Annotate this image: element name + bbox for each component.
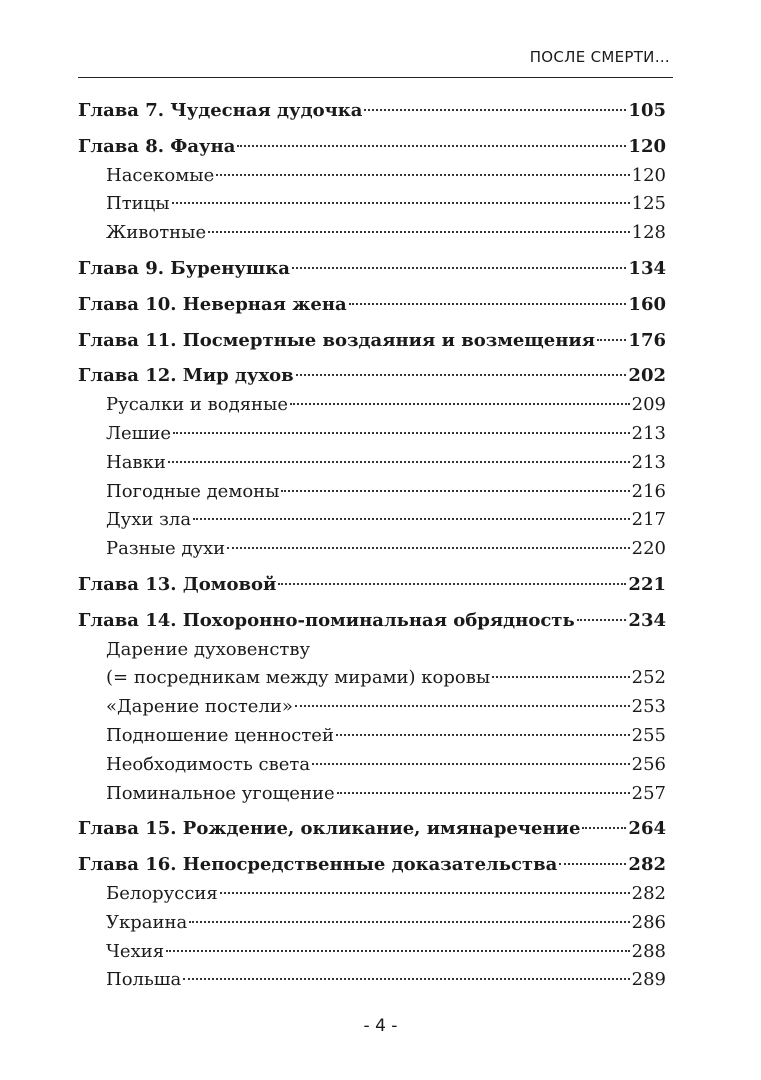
toc-chapter-9[interactable] — [78, 255, 666, 284]
table-of-contents — [78, 97, 666, 995]
dot-leader — [173, 432, 630, 434]
toc-section[interactable] — [78, 391, 666, 420]
toc-page-number: 120 — [628, 135, 666, 157]
toc-page-number: 213 — [631, 451, 666, 473]
toc-section-title: Погодные демоны — [106, 480, 280, 502]
toc-page-number: 221 — [628, 573, 666, 595]
dot-leader — [597, 339, 626, 341]
dot-leader — [216, 174, 629, 176]
toc-page-number: 134 — [628, 257, 666, 279]
dot-leader — [227, 547, 629, 549]
toc-chapter-title: Глава 7. Чудесная дудочка — [78, 100, 363, 121]
dot-leader — [193, 518, 630, 520]
toc-section-title: Чехия — [106, 940, 165, 962]
dot-leader — [312, 763, 630, 765]
header-rule — [78, 77, 673, 78]
dot-leader — [189, 921, 629, 923]
dot-leader — [290, 403, 630, 405]
toc-page-number: 252 — [631, 667, 666, 689]
toc-section[interactable] — [78, 420, 666, 449]
toc-section-title: (= посредникам между мирами) коровы — [106, 667, 491, 689]
toc-page-number: 160 — [628, 293, 666, 315]
toc-section-title: Подношение ценностей — [106, 724, 334, 746]
toc-section[interactable] — [78, 506, 666, 535]
toc-chapter-title: Глава 9. Буренушка — [78, 257, 290, 279]
toc-section-title: Духи зла — [106, 509, 192, 531]
toc-page-number: 282 — [631, 882, 666, 904]
toc-section[interactable] — [78, 722, 666, 751]
toc-chapter-10[interactable] — [78, 291, 666, 320]
toc-chapter-title: Глава 13. Домовой — [78, 573, 277, 595]
dot-leader — [492, 676, 629, 678]
toc-page-number: 256 — [631, 753, 666, 775]
toc-section-title: Белоруссия — [106, 882, 218, 904]
toc-section[interactable] — [78, 909, 666, 938]
toc-section[interactable] — [78, 751, 666, 780]
toc-section[interactable] — [78, 478, 666, 507]
dot-leader — [336, 734, 630, 736]
toc-chapter-title: Глава 10. Неверная жена — [78, 293, 347, 315]
toc-section[interactable] — [78, 938, 666, 967]
toc-chapter-15[interactable] — [78, 815, 666, 844]
page-number-footer: - 4 - — [363, 1016, 398, 1036]
dot-leader — [559, 863, 626, 865]
toc-page-number: 209 — [631, 394, 666, 416]
toc-page-number: 216 — [631, 480, 666, 502]
toc-page-number: 128 — [631, 222, 666, 244]
toc-page-number: 217 — [631, 509, 666, 531]
toc-section-title: Поминальное угощение — [106, 782, 335, 804]
toc-section-title: Украина — [106, 911, 188, 933]
dot-leader — [183, 978, 629, 980]
toc-chapter-title: Глава 8. Фауна — [78, 135, 236, 157]
toc-section-title: Польша — [106, 969, 182, 991]
dot-leader — [166, 950, 630, 952]
toc-chapter-13[interactable] — [78, 571, 666, 600]
toc-section-title: Необходимость света — [106, 753, 311, 775]
toc-section[interactable] — [78, 780, 666, 809]
toc-chapter-title: Глава 15. Рождение, окликание, имянаречение — [78, 818, 581, 840]
dot-leader — [582, 827, 626, 829]
toc-chapter-14[interactable] — [78, 607, 666, 636]
toc-page-number: 253 — [631, 696, 666, 718]
toc-page-number: 289 — [631, 969, 666, 991]
toc-chapter-title: Глава 16. Непосредственные доказательства — [78, 854, 558, 876]
dot-leader — [208, 231, 630, 233]
dot-leader — [237, 145, 626, 147]
dot-leader — [337, 792, 630, 794]
toc-section[interactable] — [78, 190, 666, 219]
toc-page-number: 125 — [631, 193, 666, 215]
toc-page-number: 202 — [628, 365, 666, 387]
toc-section-title: Лешие — [106, 422, 172, 444]
toc-chapter-title: Глава 12. Мир духов — [78, 365, 294, 387]
toc-chapter-16[interactable] — [78, 851, 666, 880]
toc-chapter-11[interactable] — [78, 327, 666, 356]
toc-section[interactable] — [78, 880, 666, 909]
toc-page-number: 255 — [631, 724, 666, 746]
running-head: ПОСЛЕ СМЕРТИ… — [529, 48, 670, 66]
toc-page-number: 105 — [628, 100, 666, 121]
toc-page-number: 213 — [631, 422, 666, 444]
toc-section-title: Птицы — [106, 193, 170, 215]
toc-chapter-title: Глава 14. Похоронно-поминальная обрядность — [78, 609, 575, 631]
toc-section-title: Русалки и водяные — [106, 394, 289, 416]
toc-section-line-1[interactable]: Дарение духовенству — [106, 638, 311, 660]
dot-leader — [577, 619, 627, 621]
toc-section-title: Насекомые — [106, 164, 215, 186]
toc-section[interactable] — [78, 664, 666, 693]
toc-section[interactable] — [78, 693, 666, 722]
dot-leader — [295, 705, 630, 707]
toc-page-number: 288 — [631, 940, 666, 962]
toc-page-number: 220 — [631, 538, 666, 560]
toc-section[interactable] — [78, 535, 666, 564]
toc-chapter-8[interactable] — [78, 133, 666, 162]
dot-leader — [168, 461, 630, 463]
toc-page-number: 282 — [628, 854, 666, 876]
toc-page-number: 264 — [628, 818, 666, 840]
toc-page-number: 234 — [628, 609, 666, 631]
toc-chapter-title: Глава 11. Посмертные воздаяния и возмещения — [78, 329, 596, 351]
toc-page-number: 286 — [631, 911, 666, 933]
toc-section[interactable] — [78, 162, 666, 191]
toc-section[interactable] — [78, 219, 666, 248]
dot-leader — [172, 202, 630, 204]
dot-leader — [278, 583, 626, 585]
toc-section[interactable] — [78, 966, 666, 995]
toc-section-title: Разные духи — [106, 538, 226, 560]
dot-leader — [292, 267, 627, 269]
toc-page-number: 257 — [631, 782, 666, 804]
dot-leader — [349, 303, 627, 305]
toc-page-number: 120 — [631, 164, 666, 186]
toc-section[interactable] — [78, 449, 666, 478]
toc-page-number: 176 — [628, 329, 666, 351]
toc-section-title: «Дарение постели» — [106, 696, 293, 718]
dot-leader — [296, 374, 627, 376]
dot-leader — [364, 109, 626, 111]
toc-section-title: Животные — [106, 222, 207, 244]
toc-chapter-7[interactable] — [78, 97, 666, 126]
dot-leader — [220, 892, 630, 894]
toc-section-title: Навки — [106, 451, 166, 473]
dot-leader — [281, 490, 629, 492]
toc-chapter-12[interactable] — [78, 362, 666, 391]
